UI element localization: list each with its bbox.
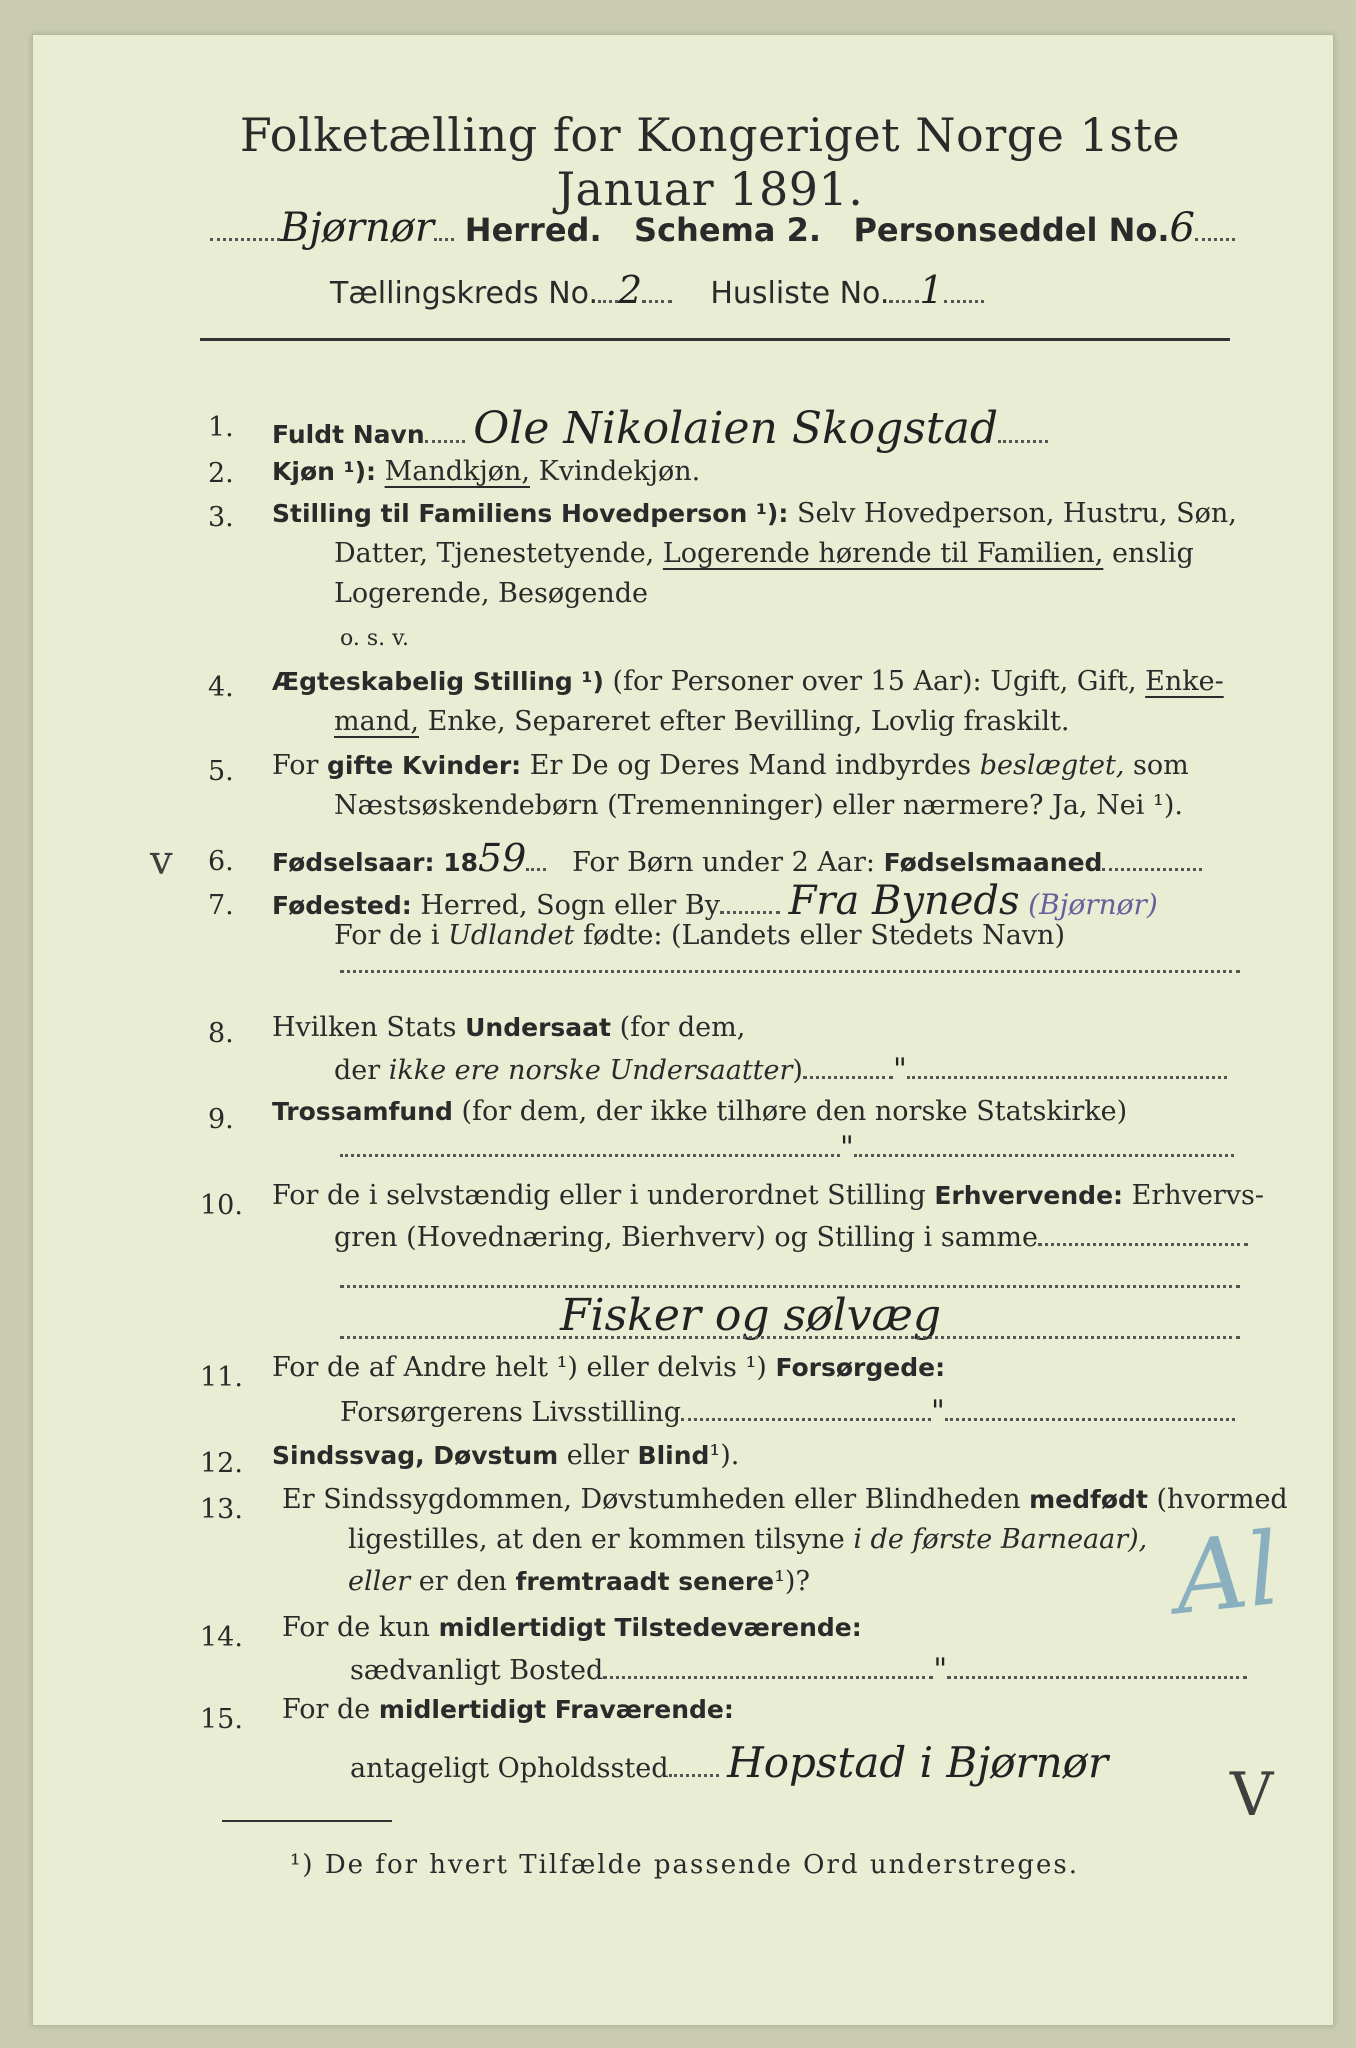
form-title: Folketælling for Kongeriget Norge 1ste Januar 1891. [239, 108, 1181, 216]
item-3-row-1 [272, 498, 1237, 529]
item-13-line-3: er den [418, 1566, 507, 1597]
item-7-number: 7. [208, 890, 234, 921]
item-14-line-2: sædvanligt Bosted [350, 1655, 604, 1686]
item-3-line-4: o. s. v. [340, 626, 409, 651]
item-4-enkemand-1: Enke- [1145, 666, 1224, 697]
check-mark: V [1230, 1760, 1274, 1830]
item-10-value-row [560, 1290, 941, 1341]
item-14-row-1 [282, 1612, 862, 1643]
item-11-row-1 [272, 1352, 945, 1383]
item-3-line-2c: enslig [1111, 538, 1194, 569]
item-5-row-1 [272, 750, 1189, 781]
item-12-number: 12. [200, 1448, 243, 1479]
personseddel-label: Personseddel No. [853, 211, 1170, 249]
item-12-end: ¹). [709, 1440, 740, 1471]
item-3-line-2a: Datter, Tjenestetyende, [334, 538, 655, 569]
item-4-row-1 [272, 666, 1224, 697]
item-13-line-1: Er Sindssygdommen, Døvstumheden eller Blindheden [282, 1484, 1021, 1515]
item-6-number: 6. [208, 846, 234, 877]
item-6-label: Fødselsaar: 18 [272, 848, 478, 877]
item-15-line-2: antageligt Opholdssted [350, 1753, 669, 1784]
item-13-row-1 [282, 1484, 1288, 1515]
item-5-line-1-end: som [1133, 750, 1189, 781]
item-8-line-2-end: ) [792, 1055, 803, 1086]
item-9-line-1: (for dem, der ikke tilhøre den norske Statskirke) [461, 1096, 1128, 1127]
item-11-number: 11. [200, 1362, 243, 1393]
item-8-pre: Hvilken Stats [272, 1012, 457, 1043]
item-7-blank-line [340, 970, 1240, 973]
item-7-line-2: For de i [334, 920, 440, 951]
item-9-label: Trossamfund [272, 1097, 453, 1126]
item-4-number: 4. [208, 672, 234, 703]
item-6-value: 59 [477, 836, 527, 880]
item-5-pre: For [272, 750, 319, 781]
item-10-value-line [340, 1336, 1240, 1339]
item-2-row [272, 456, 700, 487]
item-14-label: midlertidigt Tilstedeværende: [438, 1613, 862, 1642]
item-3-line-1: Selv Hovedperson, Hustru, Søn, [796, 498, 1237, 529]
kreds-value: 2 [618, 268, 643, 312]
item-5-line-1: Er De og Deres Mand indbyrdes [529, 750, 972, 781]
item-12-label-2: Blind [637, 1441, 710, 1470]
personseddel-value: 6 [1169, 205, 1195, 251]
item-6-label-2: Fødselsmaaned [883, 848, 1103, 877]
item-6-mid: For Børn under 2 Aar: [572, 847, 875, 878]
item-14-value: " [933, 1652, 948, 1687]
item-11-value: " [931, 1394, 945, 1429]
item-8-row-1 [272, 1012, 745, 1043]
header-kreds-row [330, 268, 984, 312]
item-13-line-2-italic: i de første Barneaar), [853, 1524, 1148, 1555]
kreds-label: Tællingskreds No. [330, 276, 598, 311]
item-10-row-1 [272, 1180, 1264, 1211]
item-13-line-3-italic: eller [348, 1566, 411, 1597]
item-2-label: Kjøn ¹): [272, 457, 376, 486]
item-3-row-2 [334, 538, 1194, 569]
item-5-line-2: Næstsøskendebørn (Tremenninger) eller nærmere? Ja, Nei ¹). [334, 790, 1183, 821]
item-9-row-1 [272, 1096, 1127, 1127]
item-3-number: 3. [208, 502, 234, 533]
item-2-option-female: Kvindekjøn. [538, 456, 701, 487]
item-10-number: 10. [200, 1190, 243, 1221]
item-5-number: 5. [208, 756, 234, 787]
item-8-line-2-italic: ikke ere norske Undersaatter [388, 1055, 793, 1086]
item-4-line-2: Enke, Separeret efter Bevilling, Lovlig fraskilt. [427, 706, 1070, 737]
herred-value: Bjørnør [280, 205, 434, 251]
item-1-label: Fuldt Navn [272, 420, 425, 449]
item-10-line-1: For de i selvstændig eller i underordnet Stilling [272, 1180, 926, 1211]
item-8-value: " [892, 1052, 907, 1087]
item-15-row-2 [350, 1738, 1108, 1787]
footnote-rule [222, 1820, 392, 1822]
item-12-row [272, 1440, 739, 1471]
item-9-value: " [840, 1130, 854, 1165]
item-3-line-2b: Logerende hørende til Familien, [662, 538, 1104, 569]
item-13-row-3 [348, 1566, 810, 1597]
item-8-line-1: (for dem, [619, 1012, 746, 1043]
item-4-row-2 [334, 706, 1069, 737]
blue-pencil-mark: Al [1169, 1509, 1286, 1638]
item-9-number: 9. [208, 1104, 234, 1135]
footnote: ¹) De for hvert Tilfælde passende Ord understreges. [290, 1850, 1080, 1880]
item-15-number: 15. [200, 1704, 243, 1735]
husliste-value: 1 [919, 268, 944, 312]
item-4-line-1: (for Personer over 15 Aar): Ugift, Gift, [612, 666, 1137, 697]
item-13-label-2: fremtraadt senere [515, 1567, 775, 1596]
item-15-pre: For de [282, 1694, 371, 1725]
item-1-value: Ole Nikolaien Skogstad [473, 403, 998, 454]
item-2-option-male: Mandkjøn, [384, 456, 530, 487]
item-15-row-1 [282, 1694, 734, 1725]
item-10-row-2 [334, 1222, 1248, 1253]
item-11-line-2: Forsørgerens Livsstilling [340, 1397, 682, 1428]
item-5-label: gifte Kvinder: [327, 751, 522, 780]
item-8-line-2a: der [334, 1055, 381, 1086]
item-13-line-1-end: (hvormed [1156, 1484, 1288, 1515]
item-10-line-1-end: Erhvervs- [1131, 1180, 1265, 1211]
item-2-number: 2. [208, 458, 234, 489]
item-7-line-2-italic: Udlandet [448, 920, 575, 951]
item-7-line-2-end: fødte: (Landets eller Stedets Navn) [582, 920, 1065, 951]
item-1-row [272, 403, 1048, 454]
item-7-label: Fødested: [272, 891, 412, 920]
item-8-number: 8. [208, 1018, 234, 1049]
item-1-number: 1. [208, 412, 234, 443]
item-4-label: Ægteskabelig Stilling ¹) [272, 667, 604, 696]
item-13-line-3-end: ¹)? [774, 1566, 810, 1597]
item-11-label: Forsørgede: [775, 1353, 946, 1382]
item-5-line-1-italic: beslægtet, [979, 750, 1125, 781]
item-13-row-2 [348, 1524, 1147, 1555]
item-13-label: medfødt [1029, 1485, 1148, 1514]
item-14-row-2 [350, 1652, 1247, 1687]
item-7-row-1 [272, 878, 1158, 924]
item-10-blank-line [340, 1285, 1240, 1288]
item-14-number: 14. [200, 1622, 243, 1653]
item-15-label: midlertidigt Fraværende: [378, 1695, 734, 1724]
item-11-row-2 [340, 1394, 1235, 1429]
item-12-mid: eller [566, 1440, 629, 1471]
herred-label: Herred. [464, 211, 602, 249]
item-12-label: Sindssvag, Døvstum [272, 1441, 559, 1470]
item-8-row-2 [334, 1052, 1227, 1087]
item-7-value: Fra Byneds [788, 878, 1020, 924]
item-10-label: Erhvervende: [934, 1181, 1124, 1210]
item-8-label: Undersaat [465, 1013, 611, 1042]
item-9-row-2 [340, 1130, 1234, 1165]
husliste-label: Husliste No. [710, 276, 890, 311]
item-6-row [272, 836, 1202, 880]
item-13-line-2: ligestilles, at den er kommen tilsyne [348, 1524, 845, 1555]
item-4-enkemand-2: mand, [334, 706, 419, 737]
header-rule [200, 338, 1230, 341]
header-herred-row [210, 205, 1235, 251]
item-11-line-1: For de af Andre helt ¹) eller delvis ¹) [272, 1352, 767, 1383]
item-13-number: 13. [200, 1494, 243, 1525]
item-15-value: Hopstad i Bjørnør [727, 1738, 1109, 1787]
schema-label: Schema 2. [634, 211, 822, 249]
item-3-label: Stilling til Familiens Hovedperson ¹): [272, 499, 789, 528]
check-mark: v [150, 838, 173, 884]
item-7-note: (Bjørnør) [1028, 888, 1158, 921]
item-7-row-2 [334, 920, 1065, 951]
item-3-line-3: Logerende, Besøgende [334, 578, 648, 609]
item-7-text: Herred, Sogn eller By [420, 890, 720, 921]
item-10-line-2: gren (Hovednæring, Bierhverv) og Stilling i samme [334, 1222, 1039, 1253]
item-10-value: Fisker og sølvæg [560, 1290, 942, 1341]
item-14-pre: For de kun [282, 1612, 430, 1643]
